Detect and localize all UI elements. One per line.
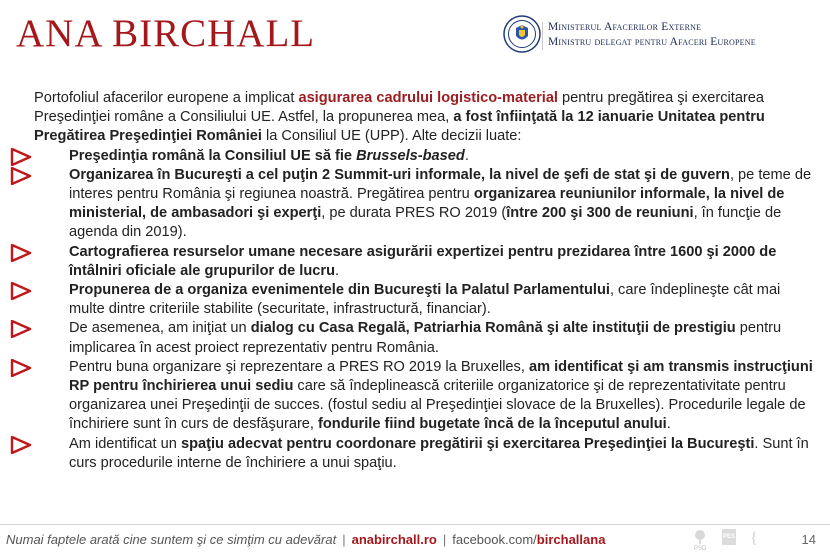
minister-role: Ministru delegat pentru Afaceri Europene — [548, 36, 756, 48]
item-text: . — [464, 147, 469, 164]
slide-content — [34, 89, 814, 473]
red-arrow-bullet-icon — [10, 244, 32, 262]
svg-text:{: { — [750, 530, 758, 547]
item-bold: organizarea reuniunilor informale, la nivel de ministerial, de ambasadori şi experţi — [69, 186, 785, 222]
list-item — [34, 319, 814, 357]
header-divider — [542, 22, 543, 50]
intro-highlight: asigurarea cadrului logistico-material — [298, 90, 558, 106]
item-text: , pe teme de interes pentru România şi regiunea noastră. Pregătirea pentru — [69, 166, 812, 203]
decision-list — [34, 147, 814, 473]
footer-separator: | — [442, 532, 447, 547]
item-text: pentru implicarea în acest proiect reprezentativ pentru România. — [69, 320, 782, 356]
red-arrow-bullet-icon — [10, 359, 32, 377]
red-arrow-bullet-icon — [10, 282, 32, 300]
brand-title: ANA BIRCHALL — [16, 12, 316, 55]
list-item — [34, 435, 814, 473]
item-text: De asemenea, am iniţiat un — [69, 320, 251, 337]
footer-text — [6, 532, 605, 547]
intro-text: Portofoliul afacerilor europene a implicat — [34, 90, 299, 106]
red-arrow-bullet-icon — [10, 167, 32, 185]
website-link[interactable]: anabirchall.ro — [351, 532, 437, 547]
red-arrow-bullet-icon — [10, 320, 32, 338]
item-text: . — [334, 262, 340, 279]
item-bold: am identificat şi am transmis instrucţiuni RP pentru închirierea unui sediu — [69, 358, 813, 395]
item-bold: fondurile fiind bugetate încă de la începutul anului — [318, 416, 667, 433]
footer-motto: Numai faptele arată cine suntem şi ce simţim cu adevărat — [6, 532, 337, 547]
facebook-handle: birchallana — [536, 532, 606, 547]
psd-rose-icon — [695, 530, 705, 544]
item-bold: spaţiu adecvat pentru coordonare pregătirii şi exercitarea Preşedinţiei la Bucureşti — [180, 435, 755, 452]
intro-bold: a fost înfiinţată la 12 ianuarie Unitatea pentru Pregătirea Preşedinţiei României — [34, 109, 765, 145]
item-text: care să îndeplinească criteriile organizatorice şi de reprezentativitate pentru organizarea unei Preşedinţii de succes. (fostul sediu al Preşedinţiei slovace de la Bruxelles). Procedurile legale de închiriere sunt în curs de desfăşurare, — [69, 378, 806, 433]
intro-text: pentru pregătirea şi exercitarea Preşedinţiei române a Consiliului UE. Astfel, la propunerea mea, — [34, 90, 765, 126]
item-text: , pe durata PRES RO 2019 ( — [321, 205, 507, 222]
header — [0, 0, 830, 72]
ministry-name: Ministerul Afacerilor Externe — [548, 21, 702, 33]
item-text: . Sunt în curs procedurile interne de închiriere a unui spaţiu. — [69, 435, 809, 471]
list-item — [34, 166, 814, 243]
intro-paragraph — [34, 89, 814, 147]
footer — [0, 524, 830, 554]
item-bold: Preşedinţia română la Consiliul UE să fie — [69, 147, 357, 164]
item-bold: Organizarea în Bucureşti a cel puţin 2 Summit-uri informale, la nivel de şefi de stat şi de guvern — [69, 166, 730, 183]
intro-text: la Consiliul UE (UPP). Alte decizii luate: — [261, 128, 522, 145]
item-bold: Cartografierea resurselor umane necesare asigurării expertizei pentru prezidarea între 1600 şi 2000 de întâlniri oficiale ale grupurilor de lucru — [69, 243, 777, 279]
red-arrow-bullet-icon — [10, 436, 32, 454]
list-item — [34, 243, 814, 281]
item-text: Pentru buna organizare şi reprezentare a PRES RO 2019 la Bruxelles, — [69, 358, 529, 375]
item-text: , care îndeplineşte cât mai multe dintre criteriile stabilite (securitate, infrastructură, financiar). — [69, 282, 781, 318]
list-item — [34, 281, 814, 319]
red-arrow-bullet-icon — [10, 148, 32, 166]
facebook-link[interactable] — [452, 532, 605, 547]
curly-brace-logo-icon — [750, 530, 758, 547]
ministry-label — [548, 20, 756, 50]
facebook-prefix: facebook.com/ — [452, 532, 537, 547]
list-item — [34, 358, 814, 435]
item-bold: între 200 şi 300 de reuniuni — [506, 205, 694, 222]
party-logos — [690, 527, 790, 551]
item-bold: dialog cu Casa Regală, Patriarhia Română şi alte instituţii de prestigiu — [250, 320, 736, 337]
footer-separator: | — [342, 532, 346, 547]
psd-logo-label: PSD — [694, 546, 707, 551]
item-text: Am identificat un — [69, 435, 181, 452]
list-item — [34, 147, 814, 166]
item-bold-italic: Brussels-based — [356, 147, 465, 164]
item-bold: Propunerea de a organiza evenimentele din Bucureşti la Palatul Parlamentului — [69, 282, 610, 299]
pes-logo-label: PES — [723, 534, 736, 540]
item-text: , în funcţie de agenda din 2019). — [69, 205, 782, 241]
page-number: 14 — [801, 532, 816, 547]
item-text: . — [666, 416, 671, 433]
government-seal-icon — [503, 15, 541, 53]
